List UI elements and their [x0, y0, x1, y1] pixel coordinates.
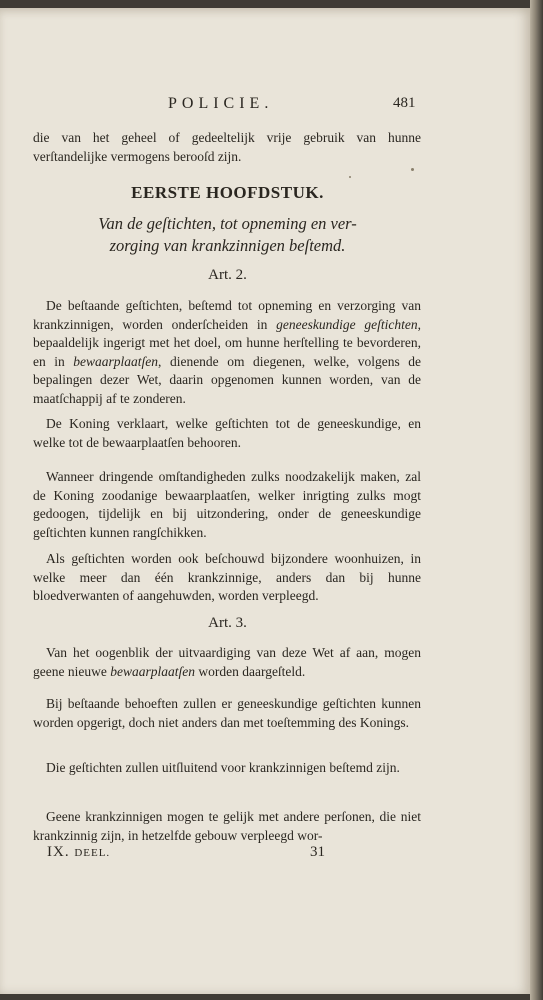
article-3-paragraph-2: Bij beſtaande behoeften zullen er geneeskundige geſtichten kunnen worden opgerigt, doch niet anders dan met toeſtemming des Konings. [33, 696, 421, 730]
chapter-subtitle-line-1: Van de geſtichten, tot opneming en ver- [98, 214, 357, 233]
signature-volume: IX. [47, 844, 70, 860]
page-header [0, 95, 530, 117]
page-number: 481 [393, 95, 416, 111]
article-2-p1-text-a: De beſtaande geſtichten, beſtemd tot opneming en verzorging van krankzinnigen, worden onderſcheiden in [33, 298, 421, 332]
continuation-paragraph: die van het geheel of gedeeltelijk vrije gebruik van hunne verſtandelijke vermogens berooſd zijn. [33, 130, 421, 164]
article-3-paragraph-3: Die geſtichten zullen uitſluitend voor krankzinnigen beſtemd zijn. [46, 760, 400, 775]
signature-deel: DEEL. [74, 847, 111, 859]
article-3-p1-emphasis: bewaarplaatſen [110, 663, 195, 679]
signature-mark [47, 844, 110, 861]
article-2-paragraph-3: Wanneer dringende omſtandigheden zulks noodzakelijk maken, zal de Koning zoodanige bewaarplaatſen, welker inrigting zulks mogt gedoogen, tijdelijk en bij uitzondering, onder de geneeskundige geſtichten kunnen rangſchikken. [33, 469, 421, 540]
article-2-paragraph-4: Als geſtichten worden ook beſchouwd bijzondere woonhuizen, in welke meer dan één krankzinnige, anders dan bij hunne bloedverwanten of aangehuwden, worden verpleegd. [33, 551, 421, 603]
article-3-heading: Art. 3. [208, 615, 247, 631]
paper-speck [349, 176, 351, 178]
paper-speck [411, 168, 414, 171]
article-3-paragraph-4: Geene krankzinnigen mogen te gelijk met andere perſonen, die niet krankzinnig zijn, in hetzelfde gebouw verpleegd wor- [33, 809, 421, 843]
article-2-paragraph-2: De Koning verklaart, welke geſtichten tot de geneeskundige, en welke tot de bewaarplaatſen behooren. [33, 416, 421, 450]
article-2-p1-emphasis-1: geneeskundige geſtichten [276, 316, 418, 332]
page-edge-shadow [530, 0, 543, 1000]
chapter-subtitle-line-2: zorging van krankzinnigen beſtemd. [109, 236, 346, 255]
article-3-paragraph-1 [33, 644, 421, 681]
article-2-p1-emphasis-2: bewaarplaatſen [73, 353, 159, 369]
book-page [0, 8, 530, 994]
article-3-p1-text-b: worden daargeſteld. [194, 663, 306, 679]
article-3-p1-text-a: Van het oogenblik der uitvaardiging van deze Wet af aan, mogen geene nieuwe [33, 645, 421, 679]
sheet-number: 31 [310, 844, 325, 860]
article-2-heading: Art. 2. [208, 267, 247, 283]
running-title: POLICIE. [168, 95, 274, 112]
page-footer [0, 844, 530, 864]
article-2-p1-text-c: , dienende om diegenen, welke, volgens de bepalingen dezer Wet, daarin opgenomen kunnen worden, van de maatſchappij af te zonderen. [33, 353, 421, 406]
article-2-paragraph-1 [33, 297, 421, 408]
chapter-title: EERSTE HOOFDSTUK. [131, 183, 324, 202]
chapter-subtitle [60, 213, 395, 257]
article-2-p1-text-b: , bepaaldelijk ingerigt met het doel, om hunne herſtelling te bevorderen, en in [33, 316, 421, 369]
